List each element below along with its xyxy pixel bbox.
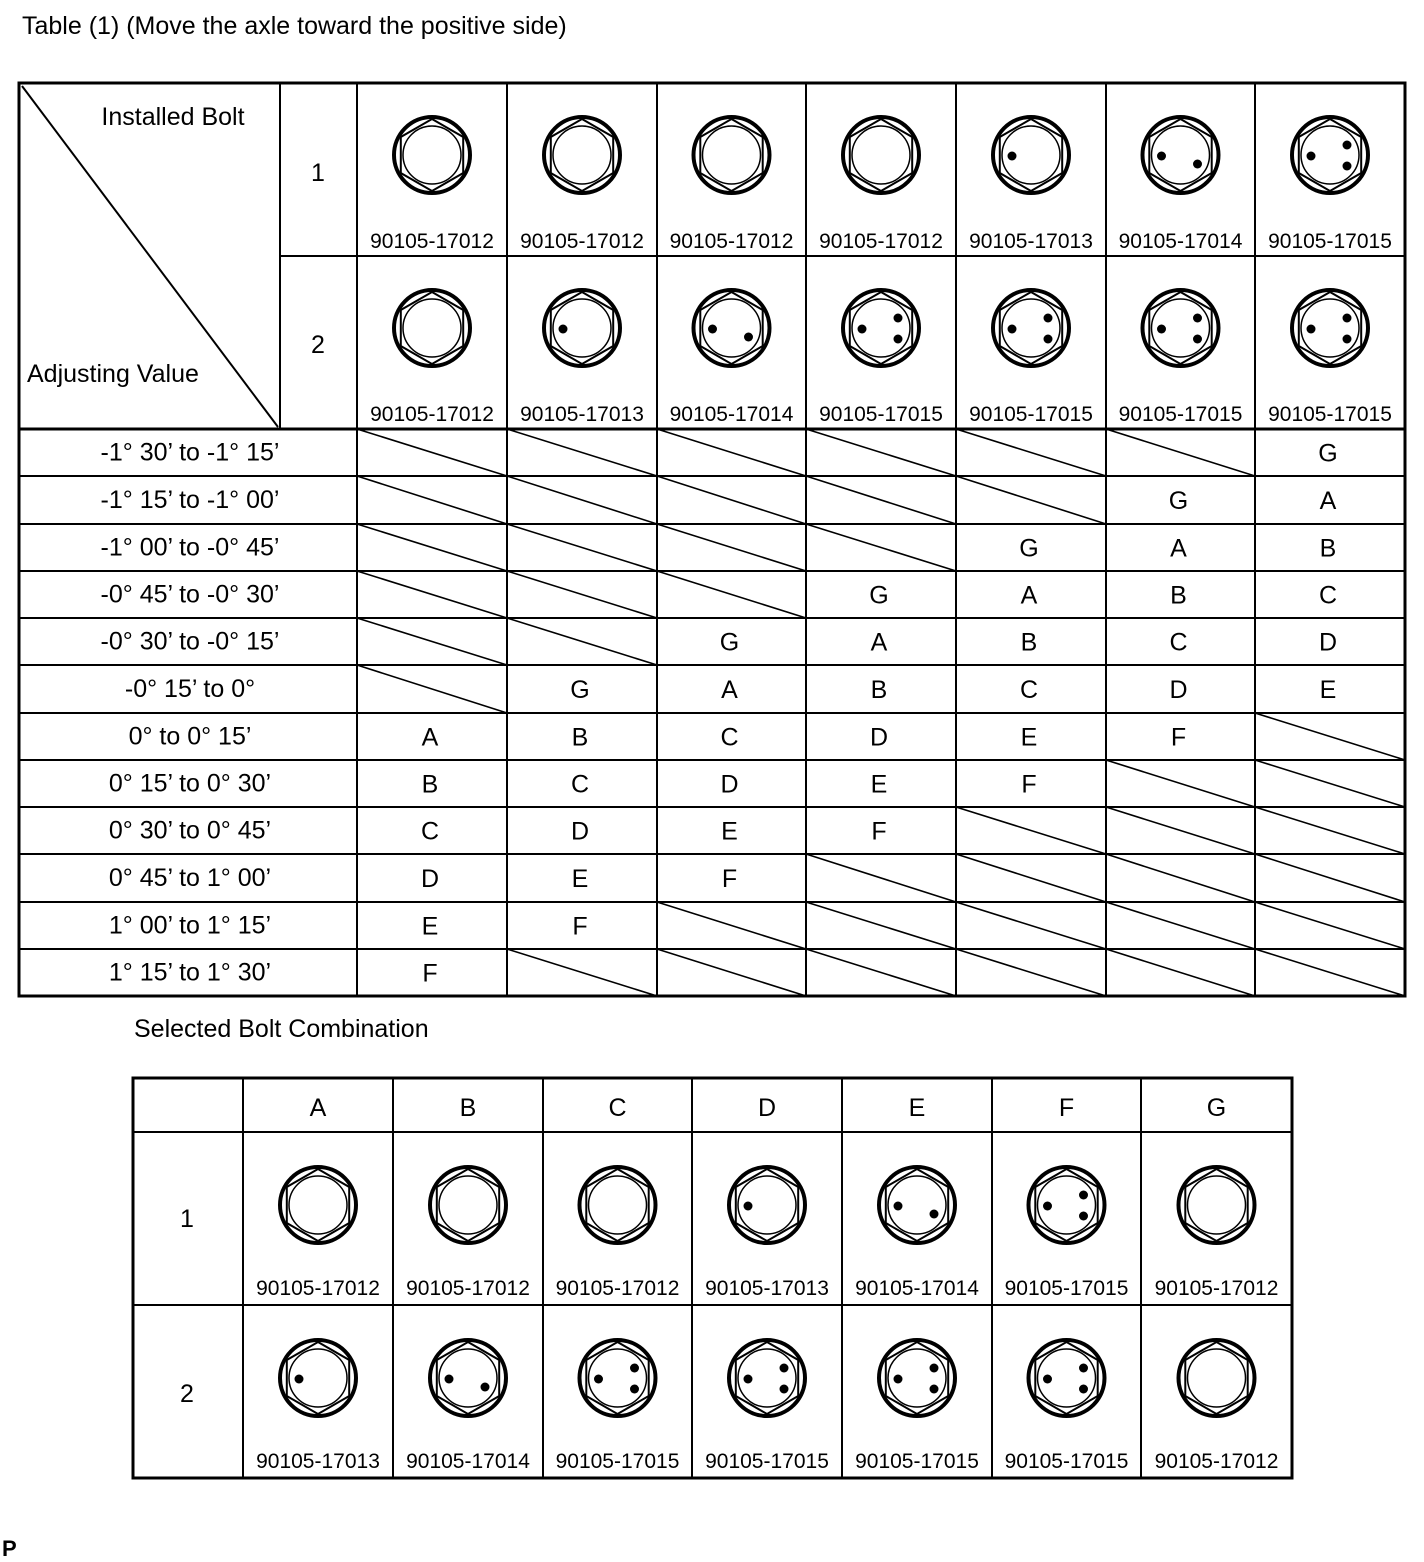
bolt-head-icon [544, 117, 620, 193]
combination-code: C [1169, 628, 1188, 657]
selected-part-number: 90105-17012 [256, 1277, 380, 1300]
bolt-outer-ring [580, 1340, 656, 1416]
bolt-mark-dot [930, 1385, 939, 1394]
not-applicable-slash [1255, 760, 1405, 807]
installed-part-number: 90105-17015 [1118, 403, 1243, 426]
bolt-outer-ring [879, 1340, 955, 1416]
not-applicable-slash [1255, 854, 1405, 902]
combination-code: F [1170, 723, 1187, 752]
combination-code: E [571, 865, 589, 893]
selected-row-2-label: 2 [180, 1380, 194, 1408]
bolt-mark-dot [744, 1375, 753, 1384]
bolt-head-1-dot-icon [729, 1167, 805, 1243]
bolt-hexagon [1185, 1342, 1247, 1414]
bolt-head-3-dot-icon [993, 290, 1069, 366]
not-applicable-slash [806, 476, 956, 524]
adjusting-range-label: 1° 00’ to 1° 15’ [108, 911, 272, 940]
bolt-mark-dot [630, 1364, 639, 1373]
selected-part-number: 90105-17015 [1004, 1277, 1129, 1300]
not-applicable-slash [507, 476, 657, 524]
not-applicable-slash [657, 524, 806, 571]
bolt-head-3-dot-icon [580, 1340, 656, 1416]
combination-code: D [1318, 628, 1338, 657]
combination-code: E [870, 770, 888, 799]
bolt-head-2-dot-icon [694, 290, 770, 366]
bolt-inner-circle [1188, 1349, 1246, 1407]
combination-code: B [571, 723, 589, 752]
installed-part-number: 90105-17014 [1118, 230, 1243, 253]
selected-bolt-table [133, 1078, 1292, 1478]
combination-code: A [870, 628, 888, 657]
bolt-head-3-dot-icon [729, 1340, 805, 1416]
bolt-outer-ring [729, 1340, 805, 1416]
adjusting-range-label: 0° 15’ to 0° 30’ [108, 769, 272, 798]
combination-code: A [1170, 534, 1187, 563]
selected-column-header: B [459, 1094, 477, 1122]
not-applicable-slash [806, 949, 956, 996]
combination-code: G [1019, 534, 1039, 563]
bolt-head-3-dot-icon [1143, 290, 1219, 366]
selected-part-number: 90105-17013 [256, 1450, 380, 1473]
bolt-mark-dot [445, 1375, 454, 1384]
bolt-mark-dot [780, 1364, 789, 1373]
bolt-mark-dot [708, 325, 717, 334]
bolt-mark-dot [1307, 325, 1316, 334]
bolt-outer-ring [694, 117, 770, 193]
bolt-outer-ring [1179, 1340, 1255, 1416]
bolt-outer-ring [394, 290, 470, 366]
bolt-outer-ring [1143, 290, 1219, 366]
not-applicable-slash [1106, 429, 1255, 476]
bolt-mark-dot [1343, 335, 1352, 344]
combination-code: B [1020, 628, 1038, 657]
bolt-mark-dot [894, 314, 903, 323]
not-applicable-slash [1106, 902, 1255, 949]
adjusting-range-label: 1° 15’ to 1° 30’ [108, 958, 272, 987]
bolt-mark-dot [1157, 152, 1166, 161]
bolt-mark-dot [1043, 1375, 1052, 1384]
not-applicable-slash [956, 949, 1106, 996]
installed-part-number: 90105-17012 [520, 230, 644, 253]
combination-code: B [1170, 581, 1187, 610]
not-applicable-slash [357, 618, 507, 665]
installed-part-number: 90105-17014 [669, 403, 794, 426]
adjusting-range-label: 0° 30’ to 0° 45’ [108, 816, 272, 845]
bolt-outer-ring [1292, 290, 1368, 366]
installed-part-number: 90105-17012 [819, 230, 943, 253]
bolt-head-icon [394, 117, 470, 193]
not-applicable-slash [657, 571, 806, 618]
installed-part-number: 90105-17012 [370, 403, 494, 426]
not-applicable-slash [657, 476, 806, 524]
selected-column-header: F [1058, 1094, 1075, 1122]
bolt-mark-dot [1193, 335, 1202, 344]
bolt-hexagon [437, 1169, 499, 1241]
combination-code: A [721, 676, 738, 704]
combination-code: B [1319, 534, 1337, 563]
not-applicable-slash [806, 429, 956, 476]
combination-code: C [1318, 581, 1338, 610]
adjusting-range-label: -1° 15’ to -1° 00’ [100, 486, 280, 514]
bolt-hexagon [401, 119, 463, 191]
bolt-mark-dot [559, 325, 568, 334]
combination-code: C [720, 723, 739, 752]
bolt-inner-circle [703, 126, 761, 184]
adjustment-table [19, 83, 1405, 996]
bolt-hexagon [401, 292, 463, 364]
installed-row-1-label: 1 [311, 159, 325, 187]
bolt-mark-dot [1193, 160, 1202, 169]
not-applicable-slash [806, 854, 956, 902]
selected-row-1-label: 1 [180, 1205, 194, 1233]
bolt-hexagon [1185, 1169, 1247, 1241]
bolt-head-2-dot-icon [430, 1340, 506, 1416]
installed-part-number: 90105-17015 [969, 403, 1093, 426]
not-applicable-slash [1255, 949, 1405, 996]
installed-part-number: 90105-17015 [819, 403, 943, 426]
adjusting-range-label: 0° to 0° 15’ [128, 722, 252, 751]
combination-code: B [870, 676, 888, 704]
adjusting-range-label: -0° 30’ to -0° 15’ [100, 627, 280, 656]
selected-column-header: C [608, 1094, 627, 1122]
combination-code: F [1021, 770, 1037, 799]
selected-part-number: 90105-17012 [1154, 1450, 1279, 1473]
not-applicable-slash [357, 571, 507, 618]
combination-code: B [421, 770, 439, 799]
not-applicable-slash [507, 618, 657, 665]
bolt-head-icon [580, 1167, 656, 1243]
combination-code: F [422, 959, 438, 988]
installed-part-number: 90105-17013 [969, 230, 1093, 253]
installed-part-number: 90105-17015 [1268, 403, 1392, 426]
bolt-inner-circle [589, 1176, 647, 1234]
combination-code: E [1319, 676, 1337, 704]
bolt-outer-ring [1179, 1167, 1255, 1243]
bolt-inner-circle [289, 1176, 347, 1234]
bolt-mark-dot [894, 335, 903, 344]
bolt-outer-ring [993, 290, 1069, 366]
bolt-mark-dot [1343, 141, 1352, 150]
combination-code: G [570, 676, 590, 704]
bolt-outer-ring [1292, 117, 1368, 193]
bolt-mark-dot [1079, 1385, 1088, 1394]
bolt-inner-circle [403, 299, 461, 357]
bolt-mark-dot [894, 1202, 903, 1211]
not-applicable-slash [1106, 807, 1255, 854]
bolt-hexagon [551, 119, 613, 191]
combination-code: G [869, 581, 889, 610]
bolt-outer-ring [580, 1167, 656, 1243]
bolt-head-icon [430, 1167, 506, 1243]
bolt-outer-ring [280, 1340, 356, 1416]
not-applicable-slash [357, 524, 507, 571]
bolt-head-icon [1179, 1340, 1255, 1416]
bolt-mark-dot [930, 1210, 939, 1219]
combination-code: F [871, 817, 887, 846]
bolt-outer-ring [280, 1167, 356, 1243]
bolt-inner-circle [852, 126, 910, 184]
bolt-mark-dot [630, 1385, 639, 1394]
adjusting-value-label: Adjusting Value [27, 360, 199, 388]
bolt-head-icon [843, 117, 919, 193]
adjusting-range-label: -0° 45’ to -0° 30’ [100, 580, 280, 609]
combination-code: D [1169, 676, 1188, 704]
bolt-mark-dot [1307, 152, 1316, 161]
installed-row-2-label: 2 [311, 331, 325, 359]
bolt-hexagon [850, 119, 912, 191]
combination-code: D [420, 865, 440, 893]
selected-part-number: 90105-17014 [406, 1450, 530, 1473]
bolt-outer-ring [430, 1340, 506, 1416]
bolt-outer-ring [694, 290, 770, 366]
combination-code: E [721, 817, 738, 846]
bolt-head-3-dot-icon [1292, 290, 1368, 366]
selected-part-number: 90105-17014 [855, 1277, 979, 1300]
bolt-outer-ring [843, 117, 919, 193]
installed-part-number: 90105-17012 [370, 230, 494, 253]
bolt-outer-ring [843, 290, 919, 366]
bolt-head-3-dot-icon [1029, 1167, 1105, 1243]
bolt-head-icon [394, 290, 470, 366]
bolt-outer-ring [1029, 1167, 1105, 1243]
bolt-head-3-dot-icon [843, 290, 919, 366]
not-applicable-slash [357, 665, 507, 713]
installed-part-number: 90105-17015 [1268, 230, 1392, 253]
not-applicable-slash [956, 854, 1106, 902]
installed-part-number: 90105-17012 [669, 230, 794, 253]
bolt-head-1-dot-icon [280, 1340, 356, 1416]
not-applicable-slash [1106, 854, 1255, 902]
not-applicable-slash [357, 429, 507, 476]
bolt-outer-ring [993, 117, 1069, 193]
bolt-inner-circle [403, 126, 461, 184]
not-applicable-slash [1255, 713, 1405, 760]
selected-part-number: 90105-17012 [1154, 1277, 1279, 1300]
bolt-mark-dot [1079, 1191, 1088, 1200]
not-applicable-slash [806, 902, 956, 949]
bolt-head-1-dot-icon [544, 290, 620, 366]
installed-bolt-label: Installed Bolt [101, 103, 245, 131]
bolt-mark-dot [1079, 1212, 1088, 1221]
not-applicable-slash [956, 807, 1106, 854]
bolt-head-1-dot-icon [993, 117, 1069, 193]
combination-code: C [1019, 676, 1039, 704]
bolt-mark-dot [1044, 335, 1053, 344]
adjusting-range-label: 0° 45’ to 1° 00’ [108, 864, 272, 892]
bolt-hexagon [700, 119, 762, 191]
selected-part-number: 90105-17015 [1004, 1450, 1129, 1473]
adjusting-range-label: -0° 15’ to 0° [124, 675, 256, 703]
table-title: Table (1) (Move the axle toward the positive side) [22, 12, 567, 40]
combination-code: F [572, 912, 588, 941]
bolt-mark-dot [894, 1375, 903, 1384]
bolt-head-2-dot-icon [1143, 117, 1219, 193]
not-applicable-slash [657, 949, 806, 996]
bolt-head-2-dot-icon [879, 1167, 955, 1243]
bolt-mark-dot [858, 325, 867, 334]
bolt-mark-dot [744, 333, 753, 342]
not-applicable-slash [956, 429, 1106, 476]
bolt-head-icon [1179, 1167, 1255, 1243]
bolt-mark-dot [594, 1375, 603, 1384]
selected-part-number: 90105-17012 [406, 1277, 530, 1300]
bolt-outer-ring [1029, 1340, 1105, 1416]
bolt-outer-ring [879, 1167, 955, 1243]
selected-part-number: 90105-17012 [555, 1277, 680, 1300]
bolt-mark-dot [481, 1383, 490, 1392]
not-applicable-slash [1106, 949, 1255, 996]
not-applicable-slash [956, 476, 1106, 524]
selected-part-number: 90105-17013 [705, 1277, 829, 1300]
not-applicable-slash [507, 949, 657, 996]
bolt-head-3-dot-icon [1292, 117, 1368, 193]
bolt-outer-ring [544, 117, 620, 193]
bolt-head-3-dot-icon [1029, 1340, 1105, 1416]
not-applicable-slash [1255, 807, 1405, 854]
bolt-mark-dot [1157, 325, 1166, 334]
bolt-outer-ring [1143, 117, 1219, 193]
not-applicable-slash [507, 429, 657, 476]
selected-part-number: 90105-17015 [855, 1450, 979, 1473]
selected-title: Selected Bolt Combination [134, 1015, 429, 1043]
not-applicable-slash [956, 902, 1106, 949]
not-applicable-slash [507, 571, 657, 618]
bolt-mark-dot [1343, 314, 1352, 323]
selected-column-header: G [1206, 1094, 1227, 1122]
selected-part-number: 90105-17015 [705, 1450, 829, 1473]
combination-code: G [719, 628, 740, 657]
not-applicable-slash [1255, 902, 1405, 949]
selected-column-header: E [908, 1094, 926, 1122]
bolt-head-icon [694, 117, 770, 193]
selected-part-number: 90105-17015 [555, 1450, 680, 1473]
combination-code: D [720, 770, 739, 799]
combination-code: E [1020, 723, 1038, 752]
combination-code: E [421, 912, 439, 941]
not-applicable-slash [657, 902, 806, 949]
bolt-mark-dot [1193, 314, 1202, 323]
bolt-outer-ring [430, 1167, 506, 1243]
combination-code: A [421, 723, 439, 752]
bolt-inner-circle [553, 126, 611, 184]
bolt-hexagon [287, 1169, 349, 1241]
not-applicable-slash [806, 524, 956, 571]
bolt-outer-ring [394, 117, 470, 193]
bolt-inner-circle [1188, 1176, 1246, 1234]
bolt-head-icon [280, 1167, 356, 1243]
not-applicable-slash [507, 524, 657, 571]
installed-part-number: 90105-17013 [520, 403, 644, 426]
combination-code: A [1319, 487, 1337, 515]
combination-code: A [1020, 581, 1038, 610]
bolt-mark-dot [1008, 325, 1017, 334]
bolt-head-3-dot-icon [879, 1340, 955, 1416]
bolt-mark-dot [744, 1202, 753, 1211]
combination-code: G [1318, 439, 1338, 468]
combination-code: G [1168, 487, 1189, 515]
not-applicable-slash [357, 476, 507, 524]
combination-code: C [570, 770, 590, 799]
bolt-mark-dot [930, 1364, 939, 1373]
adjusting-range-label: -1° 00’ to -0° 45’ [100, 533, 280, 562]
bolt-mark-dot [1343, 162, 1352, 171]
bolt-hexagon [586, 1169, 648, 1241]
bolt-mark-dot [1008, 152, 1017, 161]
bolt-mark-dot [1079, 1364, 1088, 1373]
combination-code: C [420, 817, 440, 846]
combination-code: D [869, 723, 889, 752]
bolt-outer-ring [544, 290, 620, 366]
corner-mark: P [2, 1536, 17, 1561]
combination-code: F [721, 865, 738, 893]
not-applicable-slash [1106, 760, 1255, 807]
bolt-mark-dot [1043, 1202, 1052, 1211]
selected-column-header: D [757, 1094, 777, 1122]
selected-column-header: A [309, 1094, 327, 1122]
bolt-mark-dot [1044, 314, 1053, 323]
bolt-mark-dot [780, 1385, 789, 1394]
bolt-inner-circle [439, 1176, 497, 1234]
bolt-outer-ring [729, 1167, 805, 1243]
adjusting-range-label: -1° 30’ to -1° 15’ [100, 438, 280, 467]
combination-code: D [570, 817, 590, 846]
not-applicable-slash [657, 429, 806, 476]
bolt-mark-dot [295, 1375, 304, 1384]
